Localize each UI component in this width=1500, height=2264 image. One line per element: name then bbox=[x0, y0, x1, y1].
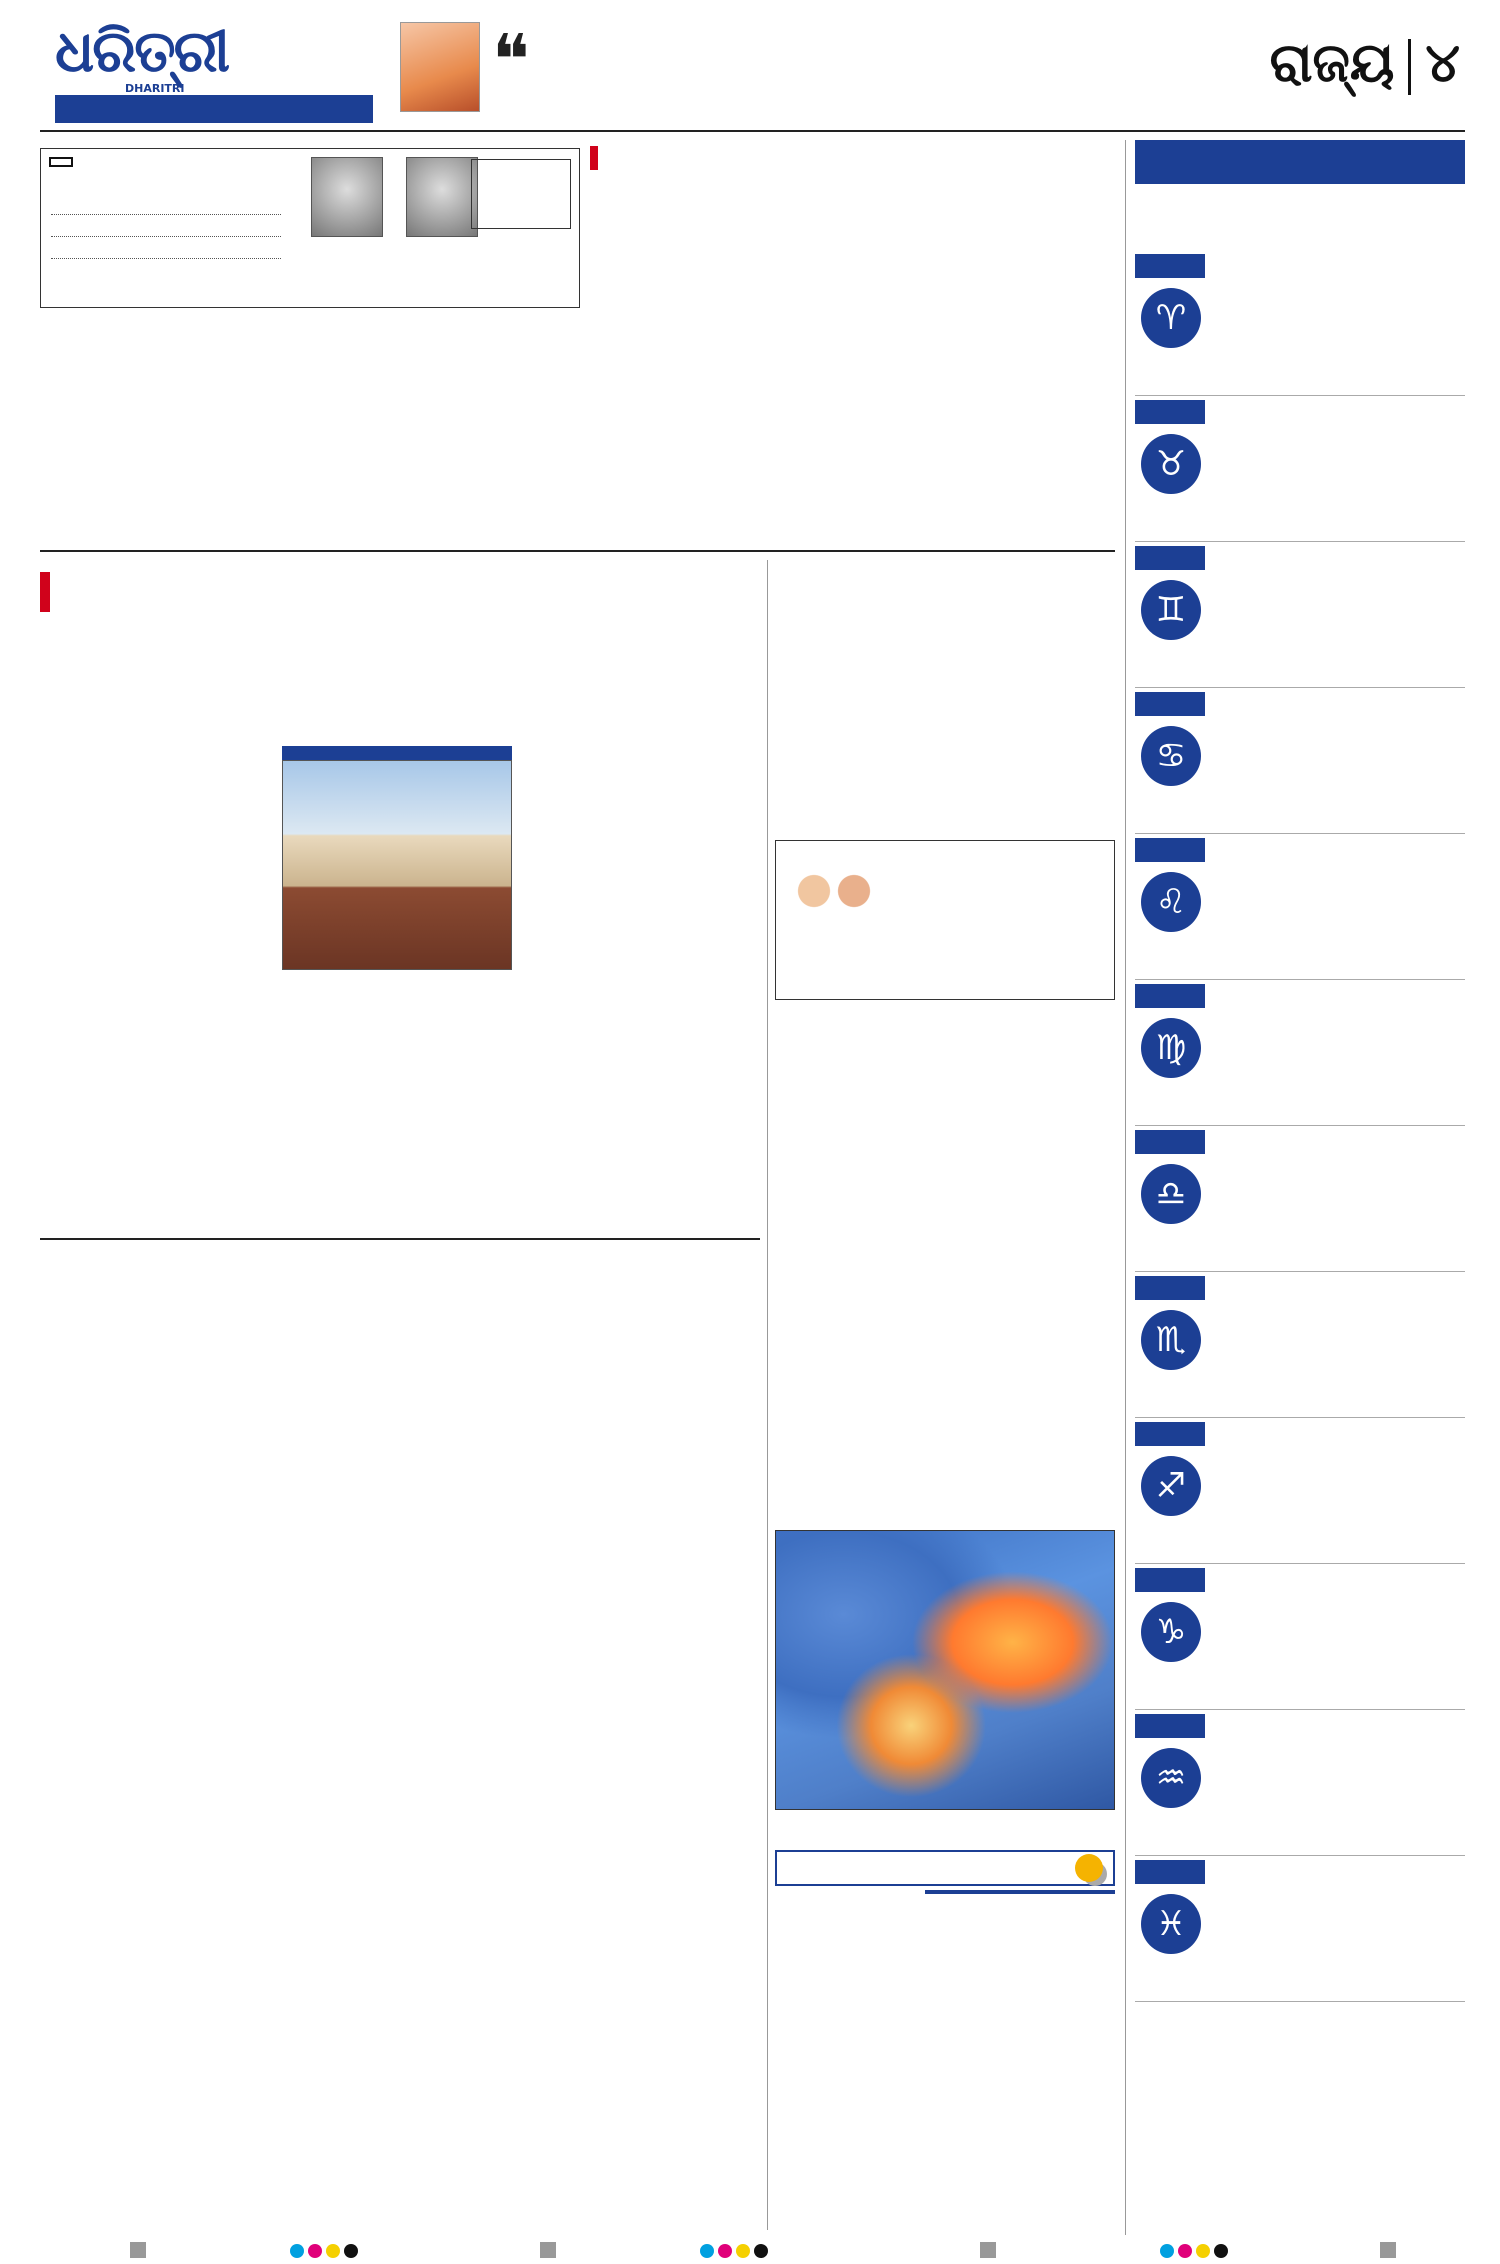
magenta-reg-mark bbox=[308, 2244, 322, 2258]
magenta-reg-mark bbox=[718, 2244, 732, 2258]
column-rule-right bbox=[1125, 140, 1126, 2235]
photo-size-note bbox=[471, 159, 571, 229]
horoscope-sign-label bbox=[1135, 546, 1205, 570]
horoscope-item bbox=[1135, 1708, 1465, 1856]
horoscope-sign-label bbox=[1135, 692, 1205, 716]
horoscope-item bbox=[1135, 540, 1465, 688]
birthday-title bbox=[49, 157, 73, 167]
print-mark bbox=[980, 2242, 996, 2258]
temple-photo bbox=[282, 760, 512, 970]
horoscope-heading bbox=[1135, 140, 1465, 184]
horoscope-sign-label bbox=[1135, 1568, 1205, 1592]
print-mark bbox=[1380, 2242, 1396, 2258]
sun-cloud-icon bbox=[1075, 1854, 1103, 1882]
yellow-reg-mark bbox=[1196, 2244, 1210, 2258]
weather-header bbox=[775, 1850, 1115, 1886]
temple-story bbox=[40, 566, 760, 618]
birthday-field-age bbox=[51, 215, 281, 237]
weather-table-wrap bbox=[925, 1890, 1115, 1894]
horoscope-item bbox=[1135, 394, 1465, 542]
cartoon-faces-image bbox=[784, 856, 884, 926]
horoscope-sign-label bbox=[1135, 838, 1205, 862]
black-reg-mark bbox=[1214, 2244, 1228, 2258]
zodiac-sign-icon: ♒ bbox=[1141, 1748, 1201, 1808]
birthday-field-name bbox=[51, 193, 281, 215]
print-mark bbox=[540, 2242, 556, 2258]
horoscope-sign-label bbox=[1135, 1422, 1205, 1446]
horoscope-sign-label bbox=[1135, 1276, 1205, 1300]
page-number: ୪ bbox=[1425, 30, 1460, 94]
horoscope-sign-label bbox=[1135, 1860, 1205, 1884]
zodiac-sign-icon: ♋ bbox=[1141, 726, 1201, 786]
cyan-reg-mark bbox=[1160, 2244, 1174, 2258]
kid-photo-2 bbox=[406, 157, 478, 237]
cyan-reg-mark bbox=[290, 2244, 304, 2258]
magenta-reg-mark bbox=[1178, 2244, 1192, 2258]
black-reg-mark bbox=[754, 2244, 768, 2258]
zodiac-sign-icon: ♈ bbox=[1141, 288, 1201, 348]
zodiac-sign-icon: ♎ bbox=[1141, 1164, 1201, 1224]
birthday-form bbox=[51, 193, 281, 259]
satellite-image bbox=[775, 1530, 1115, 1810]
temple-kicker bbox=[40, 566, 760, 614]
page-label-divider bbox=[1408, 39, 1411, 95]
horoscope-item bbox=[1135, 978, 1465, 1126]
page-label bbox=[1270, 30, 1460, 95]
masthead-rule bbox=[40, 130, 1465, 132]
horoscope-item bbox=[1135, 1562, 1465, 1710]
liquor-kicker bbox=[590, 142, 1110, 172]
quote-mark-icon: ❝ bbox=[492, 19, 530, 101]
cartoon-box bbox=[775, 840, 1115, 1000]
zodiac-sign-icon: ♑ bbox=[1141, 1602, 1201, 1662]
horoscope-sign-label bbox=[1135, 400, 1205, 424]
dateline bbox=[55, 95, 373, 123]
black-reg-mark bbox=[344, 2244, 358, 2258]
zodiac-sign-icon: ♍ bbox=[1141, 1018, 1201, 1078]
horoscope-item bbox=[1135, 248, 1465, 396]
weather-col-city bbox=[925, 1890, 988, 1894]
birthday-field-date bbox=[51, 237, 281, 259]
yellow-reg-mark bbox=[736, 2244, 750, 2258]
weather-table bbox=[925, 1890, 1115, 1894]
horoscope-sign-label bbox=[1135, 1130, 1205, 1154]
section-rule-1 bbox=[40, 550, 1115, 552]
horoscope-sign-label bbox=[1135, 984, 1205, 1008]
horoscope-sign-label bbox=[1135, 254, 1205, 278]
print-mark bbox=[130, 2242, 146, 2258]
horoscope-item bbox=[1135, 1270, 1465, 1418]
krishna-image bbox=[400, 22, 480, 112]
zodiac-sign-icon: ♏ bbox=[1141, 1310, 1201, 1370]
column-rule-mid bbox=[767, 560, 768, 2230]
zodiac-sign-icon: ♉ bbox=[1141, 434, 1201, 494]
zodiac-sign-icon: ♌ bbox=[1141, 872, 1201, 932]
horoscope-item bbox=[1135, 1416, 1465, 1564]
horoscope-item bbox=[1135, 832, 1465, 980]
horoscope-item bbox=[1135, 1854, 1465, 2002]
horoscope-item bbox=[1135, 686, 1465, 834]
liquor-story bbox=[590, 142, 1110, 178]
zodiac-sign-icon: ♐ bbox=[1141, 1456, 1201, 1516]
weather-col-max bbox=[988, 1890, 1051, 1894]
birthday-box bbox=[40, 148, 580, 308]
section-rule-2 bbox=[40, 1238, 760, 1240]
quote-box bbox=[400, 19, 880, 122]
weather-col-min bbox=[1052, 1890, 1115, 1894]
kid-photo-1 bbox=[311, 157, 383, 237]
horoscope-item bbox=[1135, 1124, 1465, 1272]
logo-subtext: DHARITRI bbox=[125, 82, 185, 95]
page-section-name: ରାଜ୍ୟ bbox=[1269, 30, 1395, 94]
zodiac-sign-icon: ♓ bbox=[1141, 1894, 1201, 1954]
masthead-logo bbox=[55, 17, 229, 100]
cyan-reg-mark bbox=[700, 2244, 714, 2258]
yellow-reg-mark bbox=[326, 2244, 340, 2258]
zodiac-sign-icon: ♊ bbox=[1141, 580, 1201, 640]
logo-wordmark: ଧରିତ୍ରୀ bbox=[55, 17, 229, 85]
horoscope-sign-label bbox=[1135, 1714, 1205, 1738]
